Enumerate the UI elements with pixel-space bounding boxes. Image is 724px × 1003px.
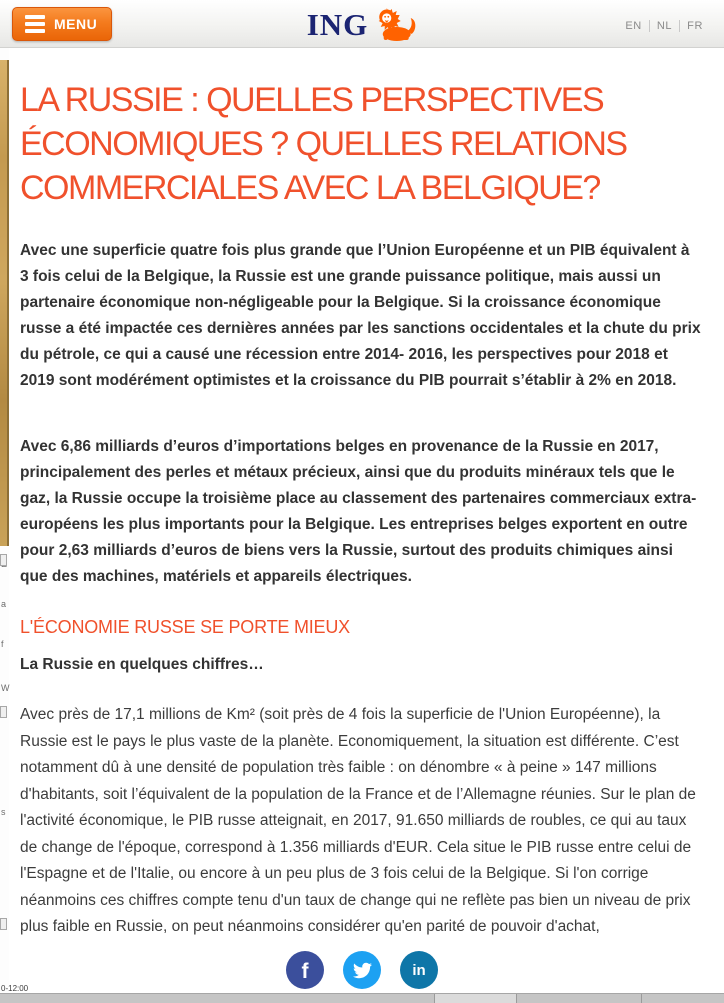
twitter-share-button[interactable] — [343, 951, 381, 989]
facebook-icon: f — [301, 959, 309, 983]
site-header — [0, 0, 724, 48]
section-heading: L'ÉCONOMIE RUSSE SE PORTE MIEUX — [20, 617, 350, 637]
twitter-icon — [353, 961, 372, 980]
lang-fr[interactable]: FR — [687, 20, 703, 32]
underlying-page-fragment: s — [1, 807, 6, 817]
facebook-share-button[interactable] — [286, 951, 324, 989]
intro-paragraph: Avec 6,86 milliards d’euros d’importations belges en provenance de la Russie en 2017, principalement des perles et métaux précieux, ainsi que du produits minéraux tels que le gaz, la Russie occupe la troisième place au classement des partenaires commerciaux extra-européens les plus importants pour la Belgique. Les entreprises belges exportent en outre pour 2,63 milliards d’euros de biens vers la Russie, surtout des produits chimiques ainsi que des machines, matériels et appareils électriques. — [20, 438, 697, 585]
underlying-page-fragment: W — [1, 683, 10, 693]
underlying-page-fragment — [0, 918, 7, 930]
page-title-line: COMMERCIALES AVEC LA BELGIQUE? — [20, 169, 600, 207]
underlying-page-fragment — [0, 706, 7, 718]
linkedin-share-button[interactable] — [400, 951, 438, 989]
bottom-left-fragment: 0-12:00 — [1, 984, 29, 993]
menu-button-label: MENU — [54, 16, 98, 32]
page-title — [20, 78, 702, 210]
ing-lion-icon — [373, 6, 417, 42]
scrollbar-thumb[interactable] — [434, 994, 517, 1003]
intro-paragraph: Avec une superficie quatre fois plus grande que l’Union Européenne et un PIB équivalent à 3 fois celui de la Belgique, la Russie est une grande puissance politique, mais aussi un partenaire économique non-négligeable pour la Belgique. Si la croissance économique russe a été impactée ces dernières années par les sanctions occidentales et la chute du prix du pétrole, ce qui a causé une récession entre 2014- 2016, les perspectives pour 2018 et 2019 sont modérément optimistes et la croissance du PIB pourrait s’établir à 2% en 2018. — [20, 242, 701, 389]
body-paragraph: Avec près de 17,1 millions de Km² (soit près de 4 fois la superficie de l'Union Européenne), la Russie est le pays le plus vaste de la planète. Economiquement, la situation est différente. C’est notamment dû à une densité de population très faible : on dénombre « à peine » 147 millions d'habitants, soit l’équivalent de la population de la France et de l’Allemagne réunies. Sur le plan de l'activité économique, le PIB russe atteignait, en 2017, 91.650 milliards de roubles, ce qui au taux de change de l'époque, correspond à 1.356 milliards d'EUR. Cela situe le PIB russe entre celui de l'Espagne et de l'Italie, ou encore à un peu plus de 3 fois celui de la Belgique. Si l'on corrige néanmoins ces chiffres compte tenu d'un taux de change qui ne reflète pas bien un niveau de prix plus faible en Russie, on peut néanmoins considérer qu'en parité de pouvoir d'achat, — [20, 706, 696, 935]
lang-en[interactable]: EN — [625, 20, 642, 32]
lang-nl[interactable]: NL — [656, 20, 673, 32]
underlying-page-fragment: f — [1, 639, 4, 649]
underlying-page-fragment: a — [1, 599, 7, 609]
linkedin-icon: in — [412, 961, 426, 979]
article — [9, 48, 724, 993]
scrollbar-divider — [641, 994, 642, 1003]
underlying-page-image — [0, 60, 9, 546]
underlying-page-fragment — [0, 554, 7, 566]
ing-logo-text: ING — [306, 7, 369, 42]
bottom-scrollbar[interactable] — [0, 993, 724, 1003]
language-switcher — [618, 20, 710, 32]
share-bar — [0, 948, 724, 992]
ing-logo[interactable] — [307, 6, 418, 42]
page-title-line: ÉCONOMIQUES ? QUELLES RELATIONS — [20, 125, 627, 163]
page-title-line: LA RUSSIE : QUELLES PERSPECTIVES — [20, 81, 604, 119]
lead-sentence: La Russie en quelques chiffres… — [20, 656, 264, 673]
underlying-page-strip — [0, 48, 9, 993]
hamburger-icon — [25, 15, 45, 33]
menu-button[interactable] — [12, 7, 112, 41]
